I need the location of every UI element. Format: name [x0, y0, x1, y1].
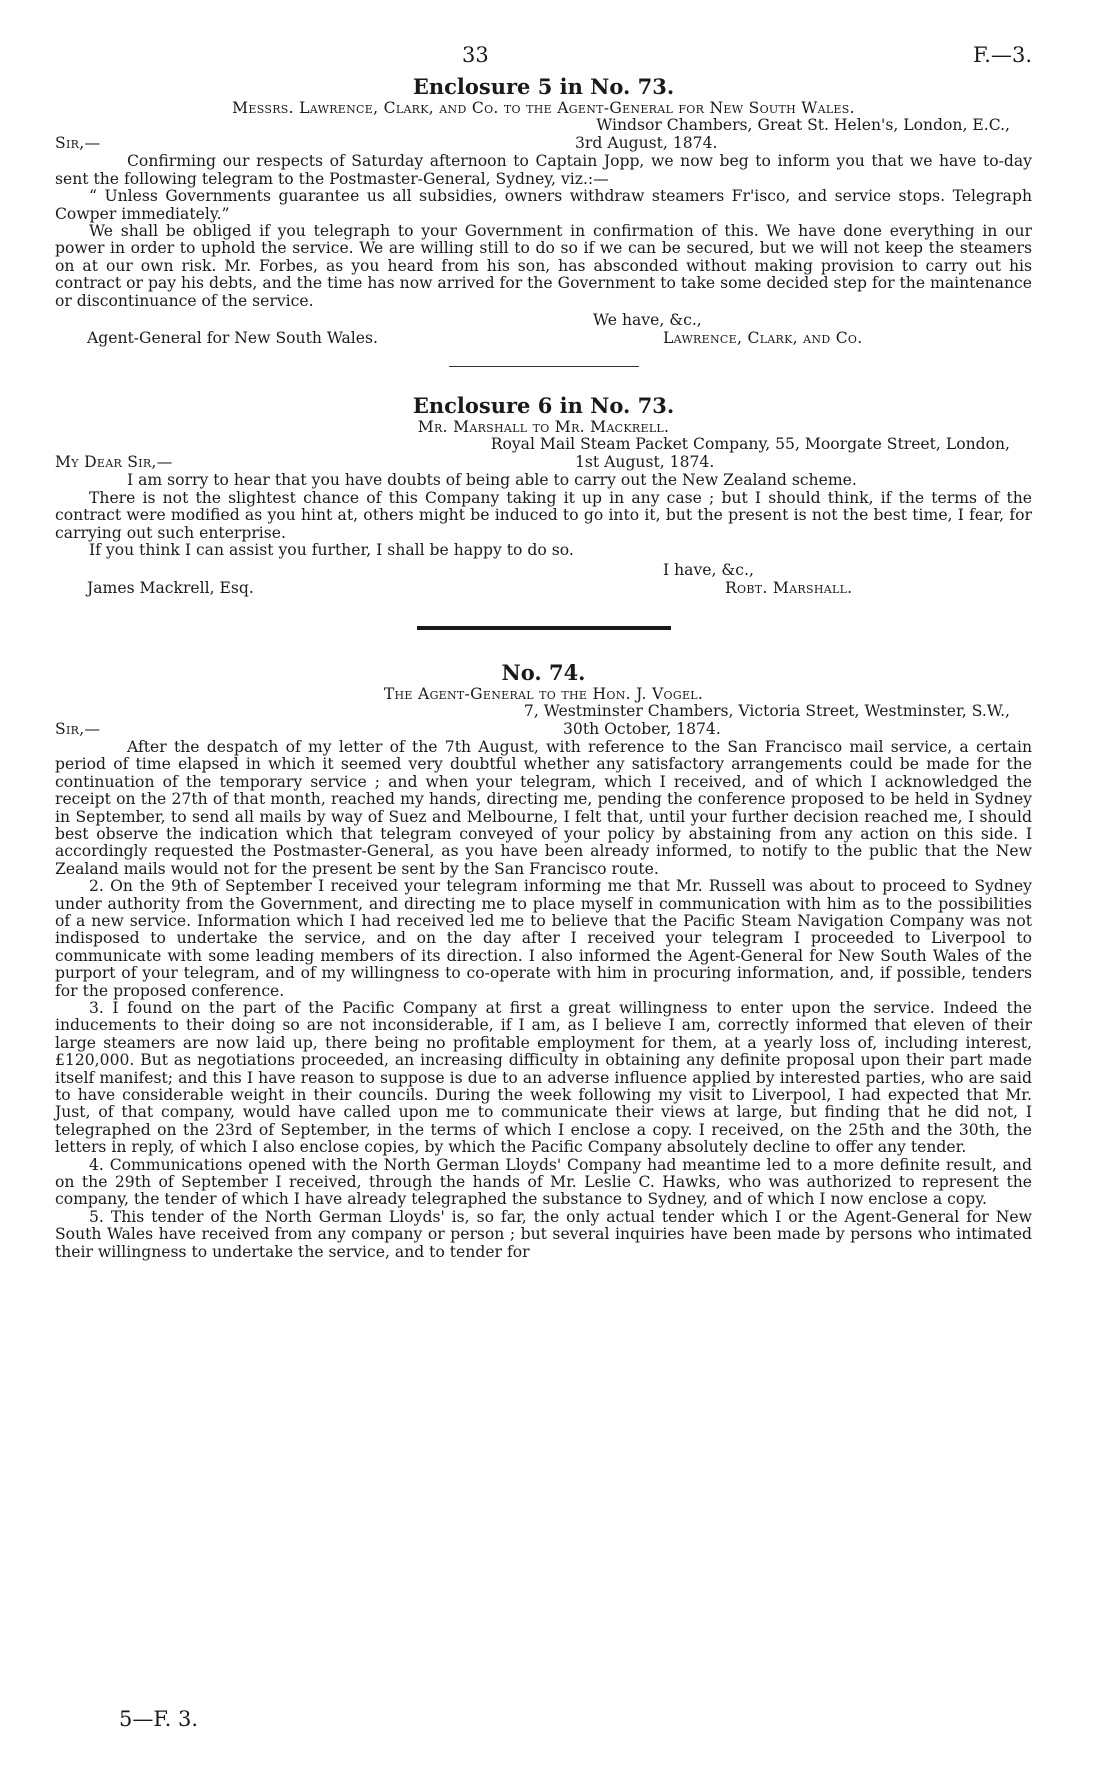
- enclosure-6-address: Royal Mail Steam Packet Company, 55, Moorgate Street, London,: [490, 435, 1010, 454]
- enclosure-6-from-to: Mr. Marshall to Mr. Mackrell.: [417, 418, 670, 437]
- no-74-paragraph-3: 3. I found on the part of the Pacific Company at first a great willingness to enter upon the service. Indeed the inducements to their doing so are not inconsiderable, if I am, as I believe I am, correctly informed that eleven of their large steamers are now laid up, there being no profitable employment for them, at a yearly loss of, including interest, £120,000. But as negotiations proceeded, an increasing difficulty in obtaining any definite proposal upon their part made itself manifest; and this I have reason to suppose is due to an adverse influence applied by interested parties, who are said to have considerable weight in their councils. During the week following my visit to Liverpool, I had expected that Mr. Just, of that company, would have called upon me to communicate their views at large, but finding that he did not, I telegraphed on the 23rd of September, in the terms of which I enclose a copy. I received, on the 25th and the 30th, the letters in reply, of which I also enclose copies, by which the Pacific Company absolutely decline to offer any tender.: [55, 999, 1032, 1157]
- enclosure-5: [55, 74, 1032, 348]
- no-74-address-block: [55, 703, 1032, 739]
- enclosure-6-paragraph-2: There is not the slightest chance of this Company taking it up in any case ; but I should think, if the terms of the contract were modified as you hint at, others might be induced to go into it, but the present is not the best time, I fear, for carrying out such enterprise.: [55, 488, 1032, 542]
- enclosure-5-telegram: “ Unless Governments guarantee us all subsidies, owners withdraw steamers Fr'isco, and service stops. Telegraph Cowper immediately.”: [55, 187, 1032, 223]
- page-header: [55, 0, 1032, 74]
- page-number: 33: [462, 43, 489, 67]
- enclosure-6-paragraph-1: I am sorry to hear that you have doubts of being able to carry out the New Zealand scheme.: [127, 471, 857, 490]
- enclosure-5-paragraph-3: We shall be obliged if you telegraph to your Government in confirmation of this. We have done everything in our power in order to uphold the service. We are willing still to do so if we can be secured, but we will not keep the steamers on at our own risk. Mr. Forbes, as you heard from his son, has absconded without making provision to carry out his contract or pay his debts, and the time has now arrived for the Government to take some decided step for the maintenance or discontinuance of the service.: [55, 222, 1032, 310]
- enclosure-6-heading: Enclosure 6 in No. 73.: [412, 393, 675, 419]
- enclosure-5-signature: Lawrence, Clark, and Co.: [663, 329, 863, 348]
- enclosure-5-paragraph-1: Confirming our respects of Saturday afternoon to Captain Jopp, we now beg to inform you that we have to-day sent the following telegram to the Postmaster-General, Sydney, viz.:—: [55, 152, 1032, 188]
- no-74-paragraph-1: After the despatch of my letter of the 7th August, with reference to the San Francisco mail service, a certain period of time elapsed in which it seemed very doubtful whether any satisfactory arrangements could be made for the continuation of the temporary service ; and when your telegram, which I received, and of which I acknowledged the receipt on the 27th of that month, reached my hands, directing me, pending the conference proposed to be held in Sydney in September, to send all mails by way of Suez and Melbourne, I felt that, until your further decision reached me, I should best observe the indication which that telegram conveyed of your policy by abstaining from any action on this side. I accordingly requested the Postmaster-General, as you have been already informed, to notify to the public that the New Zealand mails would not for the present be sent by the San Francisco route.: [55, 737, 1032, 878]
- enclosure-6-salutation: My Dear Sir,—: [55, 453, 173, 472]
- no-74-salutation: Sir,—: [55, 719, 101, 738]
- enclosure-5-salutation: Sir,—: [55, 134, 101, 153]
- enclosure-6-closing: [55, 560, 1032, 598]
- letter-no-74: [55, 660, 1032, 1262]
- enclosure-6-paragraph-3: If you think I can assist you further, I shall be happy to do so.: [89, 541, 574, 560]
- enclosure-6-signature: Robt. Marshall.: [725, 578, 853, 597]
- no-74-paragraph-4: 4. Communications opened with the North German Lloyds' Company had meantime led to a more definite result, and on the 29th of September I received, through the hands of Mr. Leslie C. Hawks, who was authorized to represent the company, the tender of which I have already telegraphed the substance to Sydney, and of which I now enclose a copy.: [55, 1155, 1032, 1209]
- no-74-heading: No. 74.: [501, 659, 586, 685]
- enclosure-5-address: Windsor Chambers, Great St. Helen's, London, E.C.,: [596, 116, 1010, 135]
- enclosure-6: [55, 393, 1032, 597]
- enclosure-6-valediction: I have, &c.,: [663, 560, 754, 579]
- enclosure-5-addressee: Agent-General for New South Wales.: [87, 329, 378, 348]
- no-74-date: 30th October, 1874.: [563, 719, 721, 738]
- no-74-address: 7, Westminster Chambers, Victoria Street, Westminster, S.W.,: [523, 701, 1010, 720]
- enclosure-5-closing: [55, 310, 1032, 348]
- page-footer: 5—F. 3.: [119, 1707, 199, 1731]
- enclosure-6-date: 1st August, 1874.: [575, 453, 715, 472]
- enclosure-5-valediction: We have, &c.,: [593, 311, 702, 330]
- enclosure-5-address-block: [55, 117, 1032, 153]
- no-74-from-to: The Agent-General to the Hon. J. Vogel.: [383, 684, 704, 703]
- enclosure-5-from-to: Messrs. Lawrence, Clark, and Co. to the Agent-General for New South Wales.: [232, 99, 855, 117]
- enclosure-6-address-block: [55, 436, 1032, 472]
- section-divider: [449, 366, 639, 367]
- enclosure-6-addressee: James Mackrell, Esq.: [87, 578, 254, 597]
- no-74-paragraph-2: 2. On the 9th of September I received your telegram informing me that Mr. Russell was about to proceed to Sydney under authority from the Government, and directing me to place myself in communication with him as to the possibilities of a new service. Information which I had received led me to believe that the Pacific Steam Navigation Company was not indisposed to undertake the service, and on the day after I received your telegram I proceeded to Liverpool to communicate with some leading members of its direction. I also informed the Agent-General for New South Wales of the purport of your telegram, and of my willingness to co-operate with him in procuring information, and, if possible, tenders for the proposed conference.: [55, 877, 1032, 1000]
- enclosure-5-heading: Enclosure 5 in No. 73.: [412, 74, 675, 99]
- no-74-paragraph-5: 5. This tender of the North German Lloyds' is, so far, the only actual tender which I or the Agent-General for New South Wales have received from any company or person ; but several inquiries have been made by persons who intimated their willingness to undertake the service, and to tender for: [55, 1207, 1032, 1261]
- enclosure-5-date: 3rd August, 1874.: [575, 134, 718, 153]
- major-divider: [417, 626, 671, 630]
- page-reference: F.—3.: [972, 43, 1032, 67]
